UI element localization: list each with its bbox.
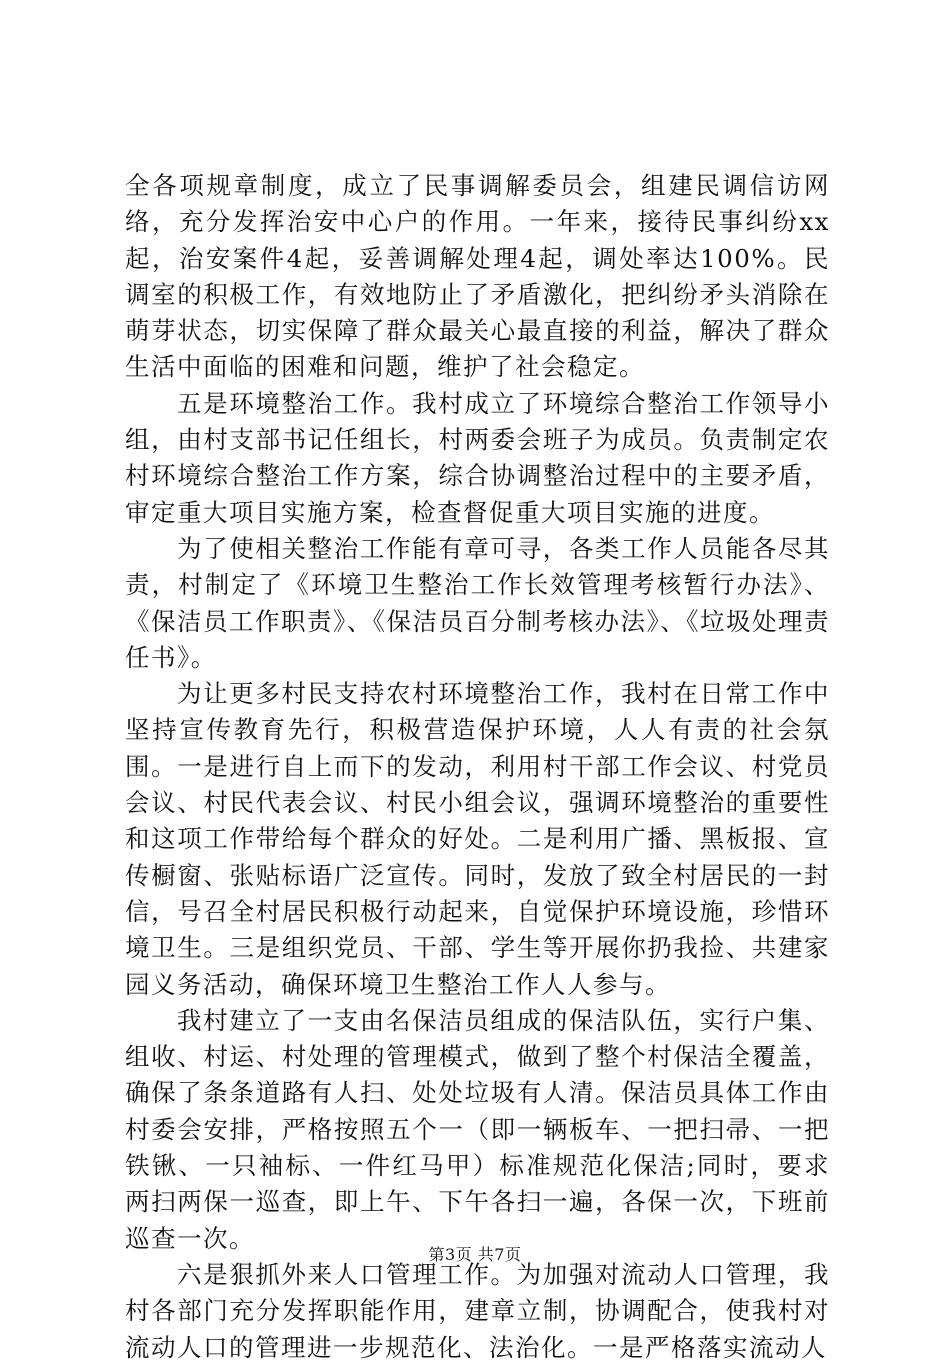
paragraph-environment-work: 五是环境整治工作。我村成立了环境综合整治工作领导小组，由村支部书记任组长，村两委会班子为成员。负责制定农村环境综合整治工作方案，综合协调整治过程中的主要矛盾，审定重大项目实施方案，检查督促重大项目实施的进度。 — [125, 388, 830, 527]
paragraph-publicity: 为让更多村民支持农村环境整治工作，我村在日常工作中坚持宣传教育先行，积极营造保护环境，人人有责的社会氛围。一是进行自上而下的发动，利用村干部工作会议、村党员会议、村民代表会议、村民小组会议，强调环境整治的重要性和这项工作带给每个群众的好处。二是利用广播、黑板报、宣传橱窗、张贴标语广泛宣传。同时，发放了致全村居民的一封信，号召全村居民积极行动起来，自觉保护环境设施，珍惜环境卫生。三是组织党员、干部、学生等开展你扔我捡、共建家园义务活动，确保环境卫生整治工作人人参与。 — [125, 679, 830, 999]
paragraph-cleaning-team: 我村建立了一支由名保洁员组成的保洁队伍，实行户集、组收、村运、村处理的管理模式，做到了整个村保洁全覆盖，确保了条条道路有人扫、处处垃圾有人清。保洁员具体工作由村委会安排，严格按照五个一（即一辆板车、一把扫帚、一把铁锹、一只袖标、一件红马甲）标准规范化保洁;同时，要求两扫两保一巡查，即上午、下午各扫一遍，各保一次，下班前巡查一次。 — [125, 1005, 830, 1253]
paragraph-regulations: 为了使相关整治工作能有章可寻，各类工作人员能各尽其责，村制定了《环境卫生整治工作长效管理考核暂行办法》、《保洁员工作职责》、《保洁员百分制考核办法》、《垃圾处理责任书》。 — [125, 533, 830, 672]
page-number-footer: 第3页 共7页 — [428, 1245, 522, 1264]
paragraph-migrant-management: 六是狠抓外来人口管理工作。为加强对流动人口管理，我村各部门充分发挥职能作用，建章立制，协调配合，使我村对流动人口的管理进一步规范化、法治化。一是严格落实流动人 — [125, 1259, 830, 1362]
paragraph-continued: 全各项规章制度，成立了民事调解委员会，组建民调信访网络，充分发挥治安中心户的作用。一年来，接待民事纠纷xx起，治安案件4起，妥善调解处理4起，调处率达100%。民调室的积极工作，有效地防止了矛盾激化，把纠纷矛头消除在萌芽状态，切实保障了群众最关心最直接的利益，解决了群众生活中面临的困难和问题，维护了社会稳定。 — [125, 171, 830, 382]
document-body — [125, 168, 830, 1366]
